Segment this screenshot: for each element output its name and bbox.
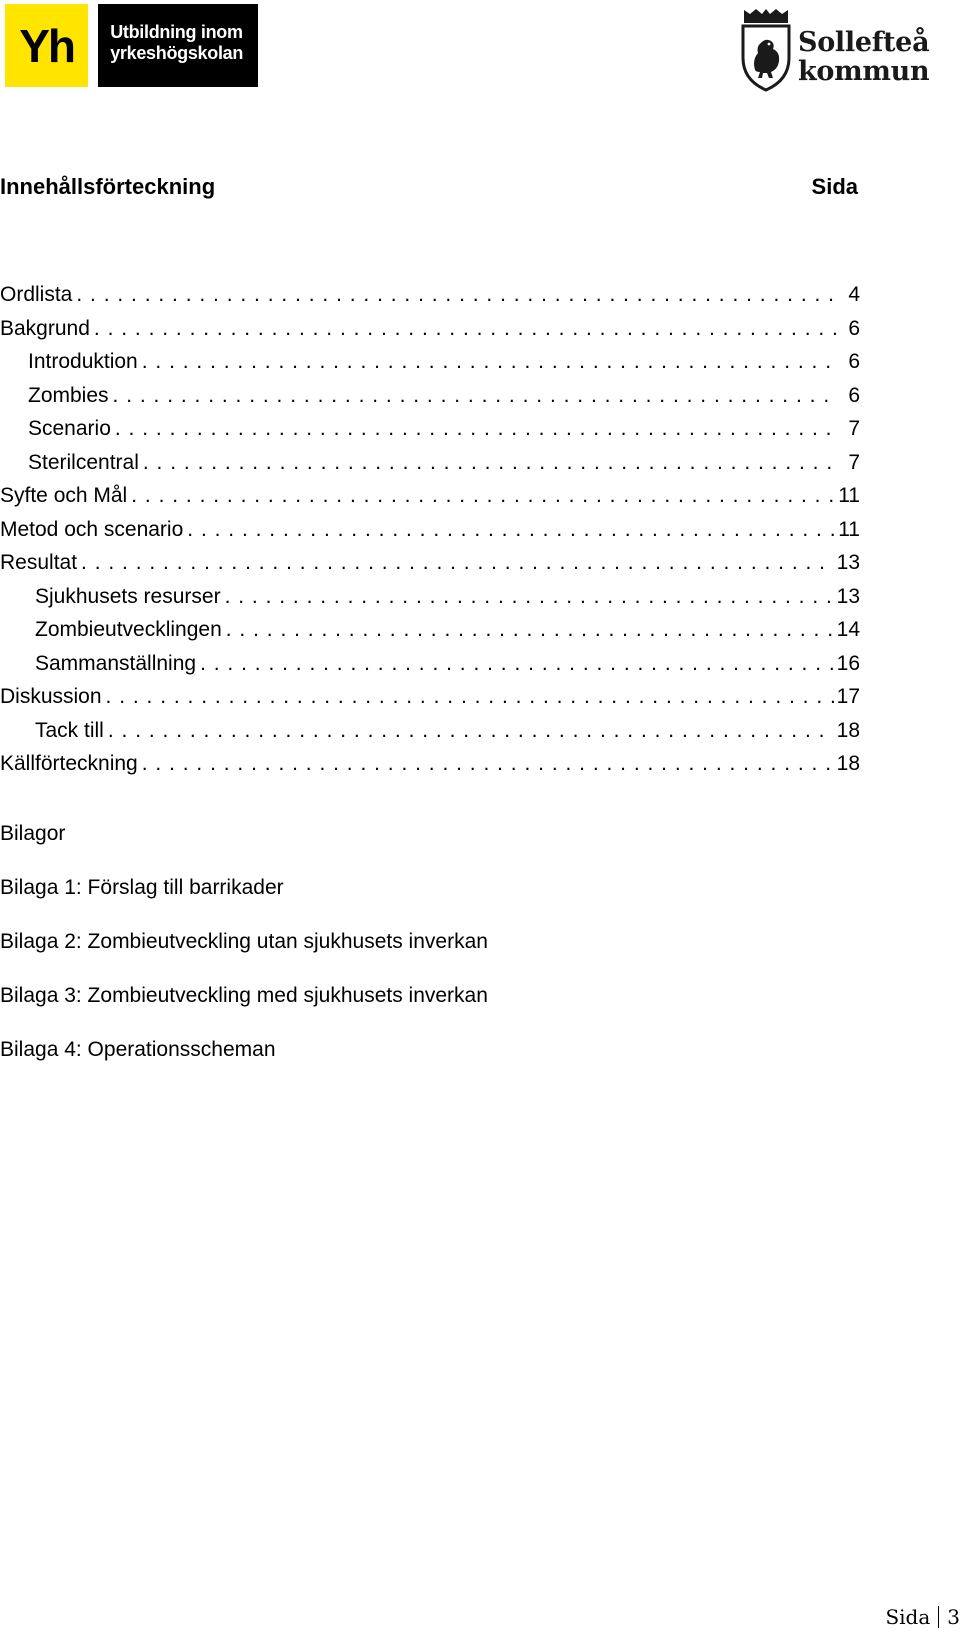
toc-entry-page: 16 — [836, 651, 860, 675]
toc-entry-leader-dots — [106, 685, 834, 709]
toc-entry-page: 7 — [848, 450, 860, 474]
kommun-logo-text — [798, 28, 929, 86]
yh-logo-mark: Yh — [5, 4, 88, 87]
toc-entry-page: 6 — [848, 316, 860, 340]
toc-entry-title: Metod och scenario — [0, 517, 184, 541]
coat-of-arms-icon — [740, 8, 792, 92]
toc-title: Innehållsförteckning — [0, 174, 216, 199]
page-footer — [885, 1605, 960, 1629]
toc-entry[interactable] — [0, 685, 860, 719]
yh-logo-line2: yrkeshögskolan — [110, 43, 244, 63]
toc-entry-page: 18 — [836, 752, 860, 775]
toc-entry-page: 13 — [836, 551, 860, 574]
toc-entry-leader-dots — [200, 652, 834, 676]
toc-entry-title: Introduktion — [28, 350, 138, 373]
toc-entry-title: Syfte och Mål — [0, 484, 128, 507]
toc-entry-page: 11 — [838, 484, 860, 507]
toc-entry[interactable] — [0, 317, 860, 351]
toc-entry-title: Scenario — [28, 417, 111, 440]
solleftea-kommun-logo — [740, 8, 956, 94]
toc-entry-title: Källförteckning — [0, 752, 138, 775]
toc-entry-leader-dots — [76, 283, 837, 307]
toc-entry-leader-dots — [81, 551, 834, 575]
toc-entry[interactable] — [0, 752, 860, 786]
toc-page-column-heading: Sida — [811, 174, 858, 199]
toc-entry-page: 14 — [836, 618, 860, 641]
toc-entry[interactable] — [0, 719, 860, 753]
toc-entry-leader-dots — [94, 317, 837, 341]
yh-logo-line1: Utbildning inom — [110, 22, 243, 42]
toc-entry[interactable] — [0, 451, 860, 485]
toc-entry-title: Diskussion — [0, 685, 102, 708]
footer-separator — [938, 1606, 939, 1628]
toc-entry-title: Sterilcentral — [28, 450, 139, 474]
yh-logo — [5, 4, 258, 87]
attachment-item: Bilaga 1: Förslag till barrikader — [0, 876, 284, 899]
toc-entry-page: 6 — [848, 383, 860, 407]
toc-entry-page: 13 — [836, 584, 860, 608]
attachments-heading: Bilagor — [0, 822, 66, 845]
toc-entry[interactable] — [0, 585, 860, 619]
toc-entry-page: 7 — [848, 417, 860, 440]
toc-entry[interactable] — [0, 551, 860, 585]
toc-entry[interactable] — [0, 618, 860, 652]
footer-page-number: 3 — [947, 1605, 960, 1629]
toc-entry-title: Zombieutvecklingen — [35, 618, 222, 641]
toc-entry[interactable] — [0, 283, 860, 317]
toc-entry[interactable] — [0, 484, 860, 518]
toc-entry-leader-dots — [225, 585, 834, 609]
toc-entry-leader-dots — [226, 618, 834, 642]
toc-entry-title: Zombies — [28, 383, 109, 407]
toc-entry-page: 4 — [848, 283, 860, 306]
toc-entry-leader-dots — [143, 451, 837, 475]
toc-header — [0, 174, 858, 200]
toc-entry-page: 17 — [836, 685, 860, 708]
toc-entry-title: Resultat — [0, 551, 78, 574]
toc-entry-title: Sammanställning — [35, 651, 197, 675]
toc-entry-title: Tack till — [35, 718, 104, 742]
toc-entry-title: Ordlista — [0, 283, 73, 306]
toc-entry-leader-dots — [142, 752, 834, 776]
toc-entry-leader-dots — [115, 417, 837, 441]
kommun-logo-line1: Sollefteå — [798, 27, 930, 58]
toc-entry-title: Sjukhusets resurser — [35, 584, 221, 608]
toc-entry[interactable] — [0, 652, 860, 686]
attachment-item: Bilaga 4: Operationsscheman — [0, 1038, 276, 1061]
toc-entry[interactable] — [0, 350, 860, 384]
footer-label: Sida — [885, 1605, 931, 1629]
attachment-item: Bilaga 2: Zombieutveckling utan sjukhusets inverkan — [0, 930, 488, 953]
toc-entry-leader-dots — [142, 350, 837, 374]
toc-entry[interactable] — [0, 384, 860, 418]
toc-entry[interactable] — [0, 417, 860, 451]
attachment-item: Bilaga 3: Zombieutveckling med sjukhusets inverkan — [0, 984, 488, 1007]
toc-entry-page: 6 — [848, 350, 860, 373]
attachments-section — [0, 822, 488, 1092]
toc-entry-page: 11 — [838, 517, 860, 541]
yh-logo-text — [98, 4, 258, 87]
kommun-logo-line2: kommun — [798, 56, 930, 87]
toc-entry[interactable] — [0, 518, 860, 552]
toc-entry-leader-dots — [131, 484, 835, 508]
toc-entry-page: 18 — [836, 718, 860, 742]
toc-entry-leader-dots — [113, 384, 837, 408]
toc-list — [0, 283, 860, 786]
toc-entry-leader-dots — [108, 719, 834, 743]
toc-entry-leader-dots — [187, 518, 835, 542]
toc-entry-title: Bakgrund — [0, 316, 90, 340]
